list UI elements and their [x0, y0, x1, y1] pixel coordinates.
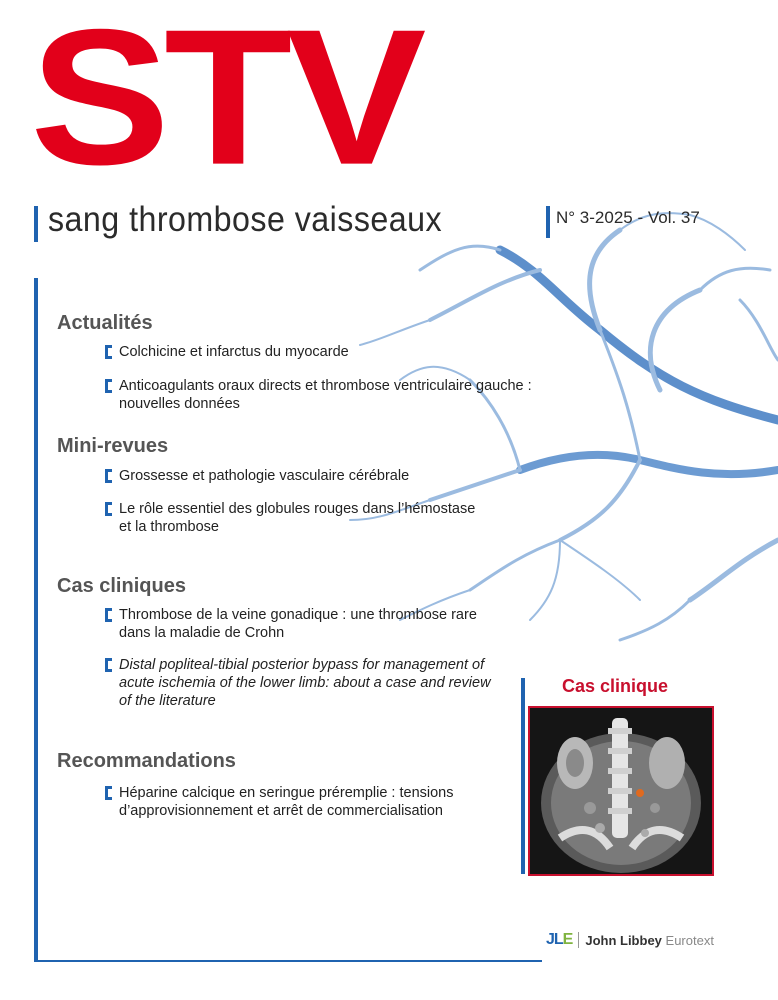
feature-bracket [521, 678, 525, 874]
ct-scan-graphic [530, 708, 712, 874]
article-title[interactable]: Thrombose de la veine gonadique : une thrombose rare dans la maladie de Crohn [105, 606, 489, 642]
article-title[interactable]: Héparine calcique en seringue préremplie : tensions d’approvisionnement et arrêt de commercialisation [105, 784, 459, 820]
ct-scan-image[interactable] [528, 706, 714, 876]
article-title[interactable]: Distal popliteal-tibial posterior bypass for management of acute ischemia of the lower limb: about a case and review of the literature [105, 656, 499, 710]
publisher-mark: JLE [546, 931, 573, 948]
publisher-separator [578, 932, 579, 948]
feature-label: Cas clinique [562, 676, 669, 696]
section-title-recommandations: Recommandations [57, 750, 236, 772]
tagline-bracket [34, 206, 38, 242]
journal-logo: STV [30, 0, 421, 206]
journal-tagline: sang thrombose vaisseaux [48, 200, 443, 239]
toc-left-rule [34, 278, 38, 962]
article-title[interactable]: Le rôle essentiel des globules rouges dans l’hémostase et la thrombose [105, 500, 489, 536]
article-title[interactable]: Anticoagulants oraux directs et thrombose ventriculaire gauche : nouvelles données [105, 377, 559, 413]
section-title-actualites: Actualités [57, 312, 153, 334]
issue-number: N° 3-2025 - Vol. 37 [556, 208, 700, 227]
issue-bracket [546, 206, 550, 238]
publisher-name: John Libbey Eurotext [585, 932, 714, 948]
publisher-logo [546, 931, 714, 949]
article-title[interactable]: Grossesse et pathologie vasculaire cérébrale [105, 467, 559, 485]
toc-bottom-rule [34, 960, 542, 962]
section-title-cas-cliniques: Cas cliniques [57, 575, 186, 597]
article-title[interactable]: Colchicine et infarctus du myocarde [105, 343, 559, 361]
section-title-mini-revues: Mini-revues [57, 435, 169, 457]
